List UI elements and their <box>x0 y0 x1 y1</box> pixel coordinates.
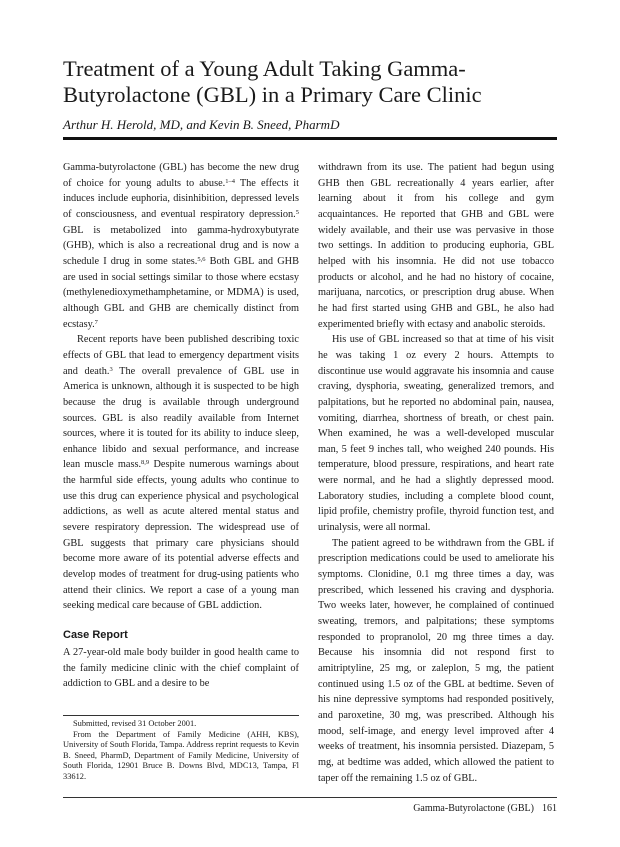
title-divider <box>63 137 557 140</box>
running-title: Gamma-Butyrolactone (GBL) <box>413 803 534 814</box>
intro-paragraph-2: Recent reports have been published describing toxic effects of GBL that lead to emergency department visits and death.$^3$ The overall prevalence of GBL use in America is unknown, although it is suspected to be high because the drug is available through underground sources. GBL is also readily available from Internet sources, where it is touted for its ability to induce sleep, enhance libido and sexual performance, and increase lean muscle mass.$^{8,9}$ Despite numerous warnings about the harmful side effects, young adults who continue to use this drug can experience physical and psychological addictions, as well as acute altered mental status and severe respiratory depression. The widespread use of GBL suggests that primary care physicians should become more aware of its potential adverse effects and develop modes of treatment for drug-using patients who attend their clinics. We report a case of a young man seeking medical care because of GBL addiction. <box>63 334 299 612</box>
page-number: 161 <box>542 803 557 814</box>
case-paragraph-1-start: A 27-year-old male body builder in good health came to the family medicine clinic with the chief complaint of addiction to GBL and a desire to be <box>63 647 299 690</box>
citation: 5 <box>295 208 299 216</box>
section-heading-case-report: Case Report <box>63 629 128 642</box>
citation: 1–4 <box>225 177 235 185</box>
footer-divider <box>63 797 557 798</box>
page-footer <box>413 803 557 814</box>
footnotes <box>63 719 299 782</box>
case-paragraph-3: The patient agreed to be withdrawn from the GBL if prescription medications could be used to ameliorate his symptoms. Clonidine, 0.1 mg three times a day, was prescribed, which lessened his craving and dysphoria. Two weeks later, however, he complained of continued sweating, tremors, and palpitations; these symptoms responded to propranolol, 20 mg three times a day. Because his insomnia did not respond first to amitriptyline, 25 mg, or zaleplon, 5 mg, the patient continued using 1.5 oz of the GBL at bedtime. Seven of his nine depressive symptoms had responded positively, and paroxetine, 30 mg, was prescribed. Although his mood, self-image, and energy level improved after 4 weeks of treatment, his insomnia persisted. Diazepam, 5 mg, at bedtime was added, which allowed the patient to taper off the remaining 1.5 oz of GBL. <box>318 537 554 784</box>
right-column <box>318 160 554 786</box>
article-title: Treatment of a Young Adult Taking Gamma-Butyrolactone (GBL) in a Primary Care Clinic <box>63 56 482 107</box>
citation: 5,6 <box>197 255 206 263</box>
footnote-affiliation: From the Department of Family Medicine (AHH, KBS), University of South Florida, Tampa. Address reprint requests to Kevin B. Sneed, PharmD, Department of Family Medicine, University of South Florida, 12901 Bruce B. Downs Blvd, MDC13, Tampa, Fl 33612. <box>63 729 299 781</box>
citation: 8,9 <box>141 459 150 467</box>
citation: 7 <box>94 318 98 326</box>
left-column <box>63 160 299 692</box>
citation: 3 <box>109 365 113 373</box>
footnote-submitted: Submitted, revised 31 October 2001. <box>73 719 197 728</box>
footnote-divider <box>63 715 299 716</box>
case-paragraph-1-continued: withdrawn from its use. The patient had begun using GHB then GBL recreationally 4 years earlier, after learning about it from his college and gym acquaintances. He reported that GHB and GBL were widely available, and their use was pervasive in those two settings. In addition to producing euphoria, GBL helped with his insomnia. He did not use tobacco products or alcohol, and he had no history of cocaine, marijuana, narcotics, or prescription drug abuse. When he had first started using GHB and GBL, he also had experimented briefly with ectasy and anabolic steroids. <box>318 162 554 330</box>
case-paragraph-2: His use of GBL increased so that at time of his visit he was taking 1 oz every 2 hours. Attempts to discontinue use would aggravate his insomnia and cause craving, dysphoria, sweating, generalized tremors, and palpitations, but he reported no abdominal pain, nausea, vomiting, diarrhea, shortness of breath, or chest pain. When examined, he was a well-developed muscular man, 5 feet 9 inches tall, who weighed 240 pounds. His temperature, blood pressure, respirations, and heart rate were normal, and he had a slightly depressed mood. Laboratory studies, including a complete blood count, lipid profile, chemistry profile, thyroid function test, and urinalysis, were all normal. <box>318 334 554 534</box>
intro-paragraph-1: Gamma-butyrolactone (GBL) has become the new drug of choice for young adults to abuse.$^{1-4}$ The effects it induces include euphoria, disinhibition, depressed levels of consciousness, and eventual respiratory depression.$^5$ GBL is metabolized into gamma-hydroxybutyrate (GHB), which is also a recreational drug and is now a schedule I drug in some states.$^{5,6}$ Both GBL and GHB are used in social settings similar to those where ecstasy (methylenedioxymethamphetamine, or MDMA) is used, although GBL and GHB are chemically distinct from ecstasy.$^7$ <box>63 162 299 330</box>
article-authors: Arthur H. Herold, MD, and Kevin B. Sneed, PharmD <box>63 117 340 132</box>
